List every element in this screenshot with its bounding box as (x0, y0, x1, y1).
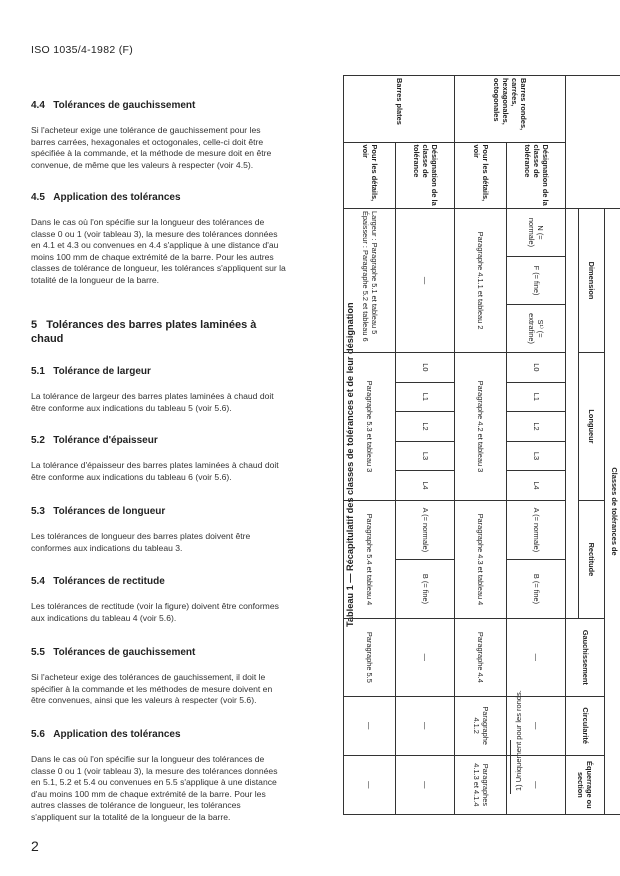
rect-class-b: B (= fine) (396, 559, 455, 618)
section-number: 5.6 (31, 729, 45, 740)
chapter-number: 5 (31, 319, 38, 331)
length-class: L1 (507, 382, 566, 412)
length-details: Paragraphe 4.2 et tableau 3 (455, 353, 507, 501)
dim-class-n: N (= normale) (507, 209, 566, 257)
dim-class-dash: — (396, 209, 455, 353)
section-title: Application des tolérances (53, 192, 181, 203)
designation-label: Désignation de la classe de tolérance (507, 142, 566, 209)
rect-details: Paragraphe 5.4 et tableau 4 (344, 500, 396, 618)
section-number: 5.2 (31, 435, 45, 446)
section-text: Si l'acheteur exige des tolérances de gauchissement, il doit le spécifier à la commande et les méthodes de mesure doivent en être convenues, ainsi que les valeurs à respecter (voir 5.6). (31, 672, 273, 706)
gauch-details: Paragraphe 5.5 (344, 619, 396, 697)
table-footnote: 1) Uniquement pour les ronds. (514, 690, 523, 791)
section-text: Les tolérances de rectitude (voir la figure) doivent être conformes aux indications du tableau 4 (voir 5.6). (31, 601, 279, 623)
section-heading (31, 192, 181, 203)
header-circularite: Circularité (566, 696, 605, 755)
header-longueur: Longueur (579, 353, 605, 501)
header-dimension: Dimension (579, 209, 605, 353)
spacer-cell (566, 209, 579, 619)
gauch-details: Paragraphe 4.4 (455, 619, 507, 697)
length-class: L3 (396, 441, 455, 471)
section-number: 4.4 (31, 100, 45, 111)
header-rectitude: Rectitude (579, 500, 605, 618)
chapter-title: Tolérances des barres plates laminées à chaud (31, 319, 257, 345)
rect-class-a: A (= normale) (507, 500, 566, 559)
section-heading (31, 506, 165, 517)
table-title: Tableau 1 — Récapitulatif des classes de tolérances et de leur désignation (345, 302, 355, 627)
section-number: 5.1 (31, 366, 45, 377)
details-label: Pour les détails, voir (344, 142, 396, 209)
circ-details: — (344, 696, 396, 755)
circ-class: — (507, 696, 566, 755)
section-text: Si l'acheteur exige une tolérance de gauchissement pour les barres carrées, hexagonales et octogonales, celle-ci doit être spécifiée à la commande, et la méthode de mesure doit en être convenue, de même que les valeurs à respecter (voir 4.5). (31, 125, 272, 170)
summary-table (343, 75, 620, 815)
length-class: L2 (396, 412, 455, 442)
details-label: Pour les détails, voir (455, 142, 507, 209)
section-heading (31, 366, 151, 377)
dim-class-f: F (= fine) (507, 257, 566, 305)
section-heading (31, 647, 195, 658)
section-number: 4.5 (31, 192, 45, 203)
gauch-class: — (396, 619, 455, 697)
section-text: La tolérance de largeur des barres plates laminées à chaud doit être conforme aux indications du tableau 5 (voir 5.6). (31, 391, 274, 413)
rect-details: Paragraphe 4.3 et tableau 4 (455, 500, 507, 618)
dim-details: Paragraphe 4.1.1 et tableau 2 (455, 209, 507, 353)
section-title: Tolérance de largeur (53, 366, 151, 377)
section-number: 5.3 (31, 506, 45, 517)
document-header: ISO 1035/4-1982 (F) (31, 44, 133, 56)
length-class: L4 (396, 471, 455, 501)
gauch-class: — (507, 619, 566, 697)
equ-details: Paragraphes 4.1.3 et 4.1.4 (455, 755, 507, 814)
equ-details: — (344, 755, 396, 814)
row-label-flat-bars: Barres plates (344, 76, 455, 143)
section-heading (31, 435, 158, 446)
dim-class-s: S¹⁾ (= extrafine) (507, 305, 566, 353)
header-classes: Classes de tolérances de (605, 209, 620, 815)
dim-details: Largeur : Paragraphe 5.1 et tableau 5 Épaisseur : Paragraphe 5.2 et tableau 6 (344, 209, 396, 353)
section-text: Dans le cas où l'on spécifie sur la longueur des tolérances de classe 0 ou 1 (voir tableau 3), la mesure des tolérances données en 5.1, 5.2 et 5.4 ou convenues en 5.5 s'applique à une distance d'au moins 100 mm de chaque extrémité de la barre. Pour les autres classes de tolérance de longueur, les tolérances s'appliquent sur la totalité de la longueur de la barre. (31, 754, 278, 822)
section-number: 5.5 (31, 647, 45, 658)
circ-details: Paragraphe 4.1.2 (455, 696, 507, 755)
length-class: L3 (507, 441, 566, 471)
equ-class: — (507, 755, 566, 814)
chapter-heading (31, 318, 271, 346)
rect-class-a: A (= normale) (396, 500, 455, 559)
section-title: Tolérances de longueur (53, 506, 166, 517)
length-class: L0 (396, 353, 455, 383)
section-heading (31, 729, 181, 740)
section-text: La tolérance d'épaisseur des barres plates laminées à chaud doit être conforme aux indications du tableau 6 (voir 5.6). (31, 460, 279, 482)
section-heading (31, 576, 165, 587)
table-corner (566, 76, 620, 209)
section-text: Dans le cas où l'on spécifie sur la longueur des tolérances de classe 0 ou 1 (voir tableau 3), la mesure des tolérances données en 4.1 et 4.3 ou convenues en 4.4 s'applique à une distance d'au moins 100 mm de chaque extrémité de la barre. Pour les autres classes de tolérance de longueur, les tolérances s'appliquent sur la totalité de la longueur de la barre. (31, 217, 286, 285)
section-title: Tolérances de gauchissement (53, 647, 196, 658)
circ-class: — (396, 696, 455, 755)
designation-label: Désignation de la classe de tolérance (396, 142, 455, 209)
length-class: L2 (507, 412, 566, 442)
section-text: Les tolérances de longueur des barres plates doivent être conformes aux indications du tableau 3. (31, 531, 251, 553)
length-class: L0 (507, 353, 566, 383)
rect-class-b: B (= fine) (507, 559, 566, 618)
equ-class: — (396, 755, 455, 814)
length-class: L1 (396, 382, 455, 412)
section-title: Application des tolérances (53, 729, 181, 740)
header-gauchissement: Gauchissement (566, 619, 605, 697)
section-heading (31, 100, 195, 111)
page-number: 2 (31, 838, 39, 854)
length-details: Paragraphe 5.3 et tableau 3 (344, 353, 396, 501)
row-label-round-bars: Barres rondes, carrées, hexagonales, octogonales (455, 76, 566, 143)
section-number: 5.4 (31, 576, 45, 587)
section-title: Tolérance d'épaisseur (53, 435, 158, 446)
section-title: Tolérances de rectitude (53, 576, 165, 587)
length-class: L4 (507, 471, 566, 501)
header-equerrage: Équerrage ou section (566, 755, 605, 814)
section-title: Tolérances de gauchissement (53, 100, 196, 111)
